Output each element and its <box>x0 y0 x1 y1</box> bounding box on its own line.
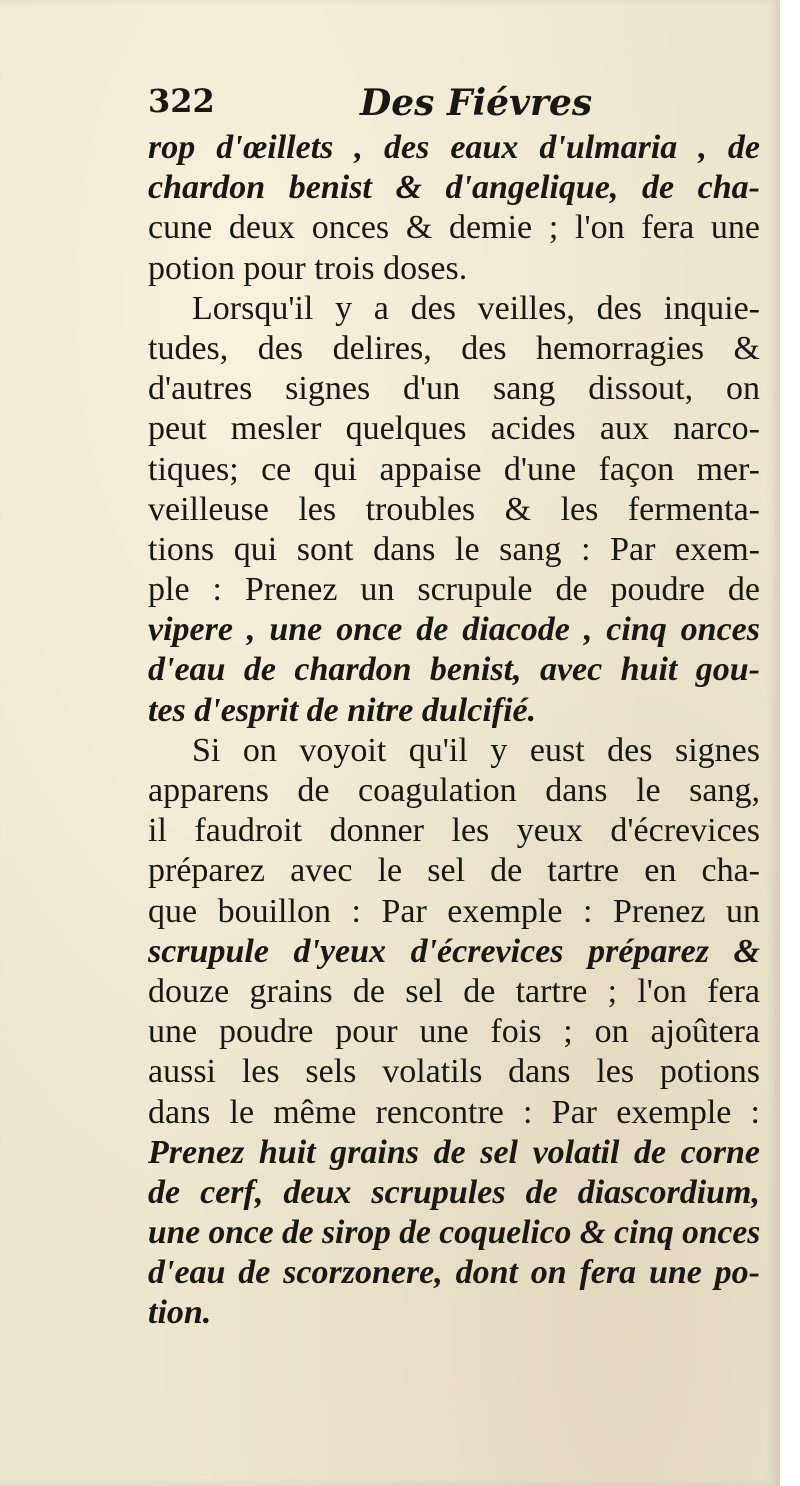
paragraph-start-line: Lorsqu'il y a des veilles, des inquie- <box>192 289 760 327</box>
text-line: une once de sirop de coquelico & cinq onces <box>148 1214 761 1252</box>
text-line: cune deux onces & demie ; l'on fera une <box>148 209 760 247</box>
text-line: préparez avec le sel de tartre en cha- <box>148 852 760 890</box>
text-line: Prenez huit grains de sel volatil de corne <box>148 1133 760 1171</box>
text-line: une poudre pour une fois ; on ajoûtera <box>148 1013 760 1051</box>
text-line: d'eau de chardon benist, avec huit gou- <box>148 651 760 689</box>
text-line: apparens de coagulation dans le sang, <box>148 772 760 809</box>
text-line: aussi les sels volatils dans les potions <box>148 1053 760 1091</box>
text-line: peut mesler quelques acides aux narco- <box>148 410 760 448</box>
text-line: potion pour trois doses. <box>148 249 468 287</box>
text-line: vipere , une once de diacode , cinq onces <box>148 611 760 649</box>
text-line: douze grains de sel de tartre ; l'on fera <box>148 972 760 1010</box>
text-line: d'autres signes d'un sang dissout, on <box>148 370 760 408</box>
text-line: ple : Prenez un scrupule de poudre de <box>148 571 760 609</box>
scan-margin <box>780 0 800 1486</box>
text-line: rop d'œillets , des eaux d'ulmaria , de <box>148 129 760 166</box>
text-line: tion. <box>148 1294 212 1332</box>
text-line: tudes, des delires, des hemorragies & <box>148 329 760 367</box>
text-line: d'eau de scorzonere, dont on fera une po- <box>148 1254 760 1292</box>
text-line: chardon benist & d'angelique, de cha- <box>148 169 760 207</box>
running-head: Des Fiévres <box>360 82 593 124</box>
text-line: tions qui sont dans le sang : Par exem- <box>148 530 760 568</box>
text-line: dans le même rencontre : Par exemple : <box>148 1093 760 1131</box>
paragraph-start-line: Si on voyoit qu'il y eust des signes <box>192 731 760 769</box>
text-line: tiques; ce qui appaise d'une façon mer- <box>148 450 760 488</box>
text-line: tes d'esprit de nitre dulcifié. <box>148 691 537 729</box>
text-line: de cerf, deux scrupules de diascordium, <box>148 1173 760 1211</box>
text-line: il faudroit donner les yeux d'écrevices <box>148 812 760 850</box>
page-number: 322 <box>148 82 215 120</box>
body-text <box>148 128 760 1334</box>
text-line: que bouillon : Par exemple : Prenez un <box>148 892 760 930</box>
text-line: scrupule d'yeux d'écrevices préparez & <box>148 932 760 970</box>
page-header <box>148 82 758 132</box>
text-line: veilleuse les troubles & les fermenta- <box>148 490 760 528</box>
